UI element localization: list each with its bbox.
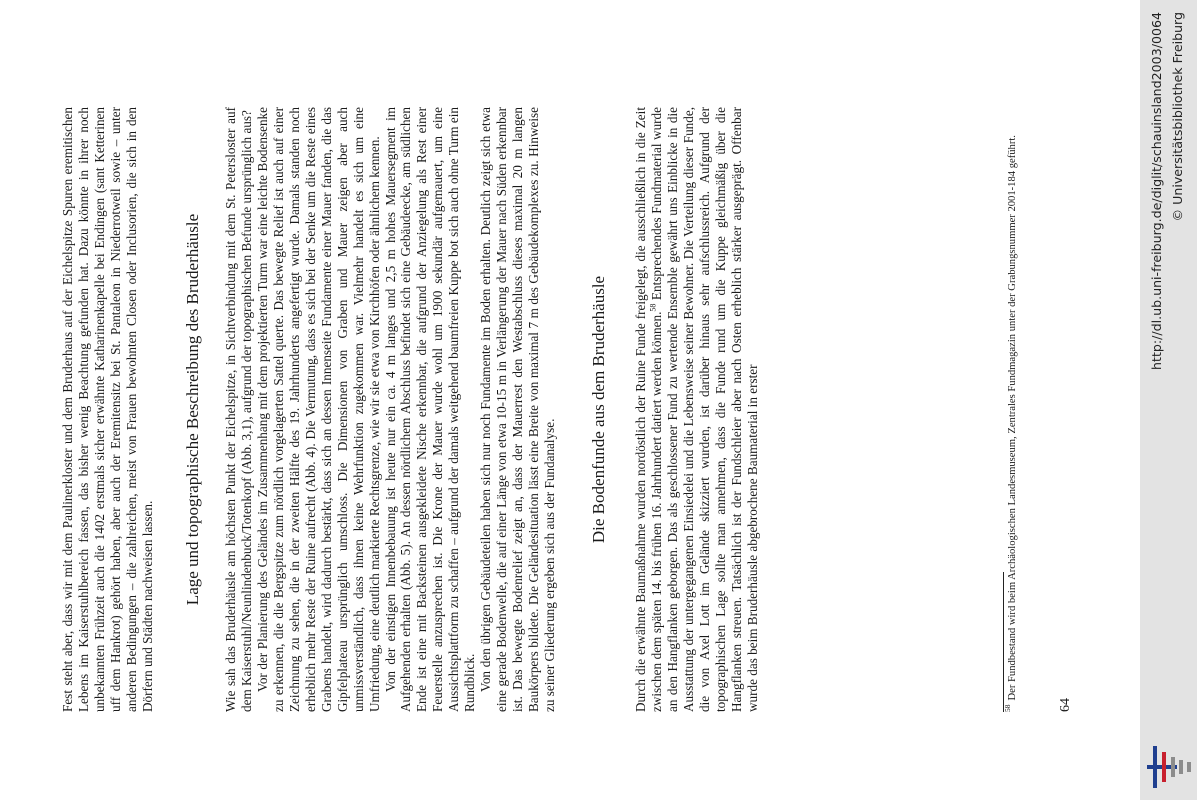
footnote-text: Der Fundbestand wird beim Archäologischen Landesmuseum, Zentrales Fundmagazin unter der Grabungsnummer 2001-184 geführt. bbox=[1007, 135, 1018, 701]
source-url-link[interactable]: http://dl.ub.uni-freiburg.de/diglit/schauinsland2003/0064 bbox=[1149, 12, 1164, 370]
logo-bar-grey-1 bbox=[1171, 757, 1175, 777]
paragraph-lage-1: Wie sah das Bruderhäusle am höchsten Punkt der Eichelspitze, in Sichtverbindung mit dem St. Petersloster auf dem Kaiserstuhl/Neunlindenbuck/Totenkopf (Abb. 3,1), aufgrund der topographischen Befunde ursprünglich aus? bbox=[223, 107, 255, 712]
footnote bbox=[1003, 107, 1019, 712]
paragraph-lage-4: Von den übrigen Gebäudeteilen haben sich nur noch Fundamente im Boden erhalten. Deutlich zeigt sich etwa eine gerade Bodenwelle, die auf einer Länge von etwa 10-15 m in Verlängerung der Mauer nach Süden erkennbar ist. Das bewegte Bodenrelief zeigt an, dass der Mauerrest den Westabschluss dieses maximal 20 m langen Baukörpers bildete. Die Geländesituation lässt eine Breite von maximal 7 m des Gebäudekomplexes zu. Hinweise zu seiner Gliederung ergeben sich aus der Fundanalyse. bbox=[477, 107, 557, 712]
paragraph-funde bbox=[633, 107, 760, 712]
paragraph-funde-part-1: Durch die erwähnte Baumaßnahme wurden nordöstlich der Ruine Funde freigelegt, die ausschließlich in die Zeit zwischen dem späten 14. bis frühen 16. Jahrhundert datiert werden können. bbox=[633, 107, 665, 712]
footnote-number: 58 bbox=[1003, 704, 1013, 712]
paragraph-intro: Fest steht aber, dass wir mit dem Paulinerkloster und dem Bruderhaus auf der Eichelspitze Spuren eremitischen Lebens im Kaiserstuhlbereich fassen, das bisher wenig Beachtung gefunden hat. Dazu könnte in ihrer noch unbekannten Frühzeit auch die 1402 erstmals sicher erwähnte Katharinenkapelle bei Endingen (sant Ketterinen uff dem Hankrot) gehört haben, aber auch der Eremitensitz bei St. Pantaleon in Niederrotweil sowie – unter anderen Bedingungen – die zahlreichen, meist von Frauen bewohnten Closen oder Inclusorien, die sich in den Dörfern und Städten nachweisen lassen. bbox=[60, 107, 155, 712]
copyright-notice: © Universitätsbibliothek Freiburg bbox=[1170, 12, 1185, 222]
paragraph-funde-part-2: Entsprechendes Fundmaterial wurde an den Hangflanken geborgen. Das als geschlossener Fund zu wertende Ensemble gewährt uns Einblicke in die Ausstattung der untergegangenen Einsiedelei und die Lebensweise seiner Bewohner. Die Verteilung dieser Funde, die von Axel Lott im Gelände skizziert wurden, ist darüber hinaus sehr aufschlussreich. Aufgrund der topographischen Lage sollte man annehmen, dass die Funde rund um die Kuppe gleichmäßig über die Hangflanken streuen. Tatsächlich ist der Fundschleier aber nach Osten erheblich stärker ausgeprägt. Offenbar wurde das beim Bruderhäusle abgebrochene Baumaterial in erster bbox=[649, 106, 760, 712]
heading-funde: Die Bodenfunde aus dem Bruderhäusle bbox=[589, 275, 609, 544]
university-library-logo-icon bbox=[1147, 744, 1195, 790]
page-number: 64 bbox=[1058, 698, 1073, 712]
paragraph-lage-2: Vor der Planierung des Geländes im Zusammenhang mit dem projektierten Turm war eine leichte Bodensenke zu erkennen, die die Bergspitze zum nördlich vorgelagerten Sattel querte. Das bewegte Relief ist auch auf einer Zeichnung zu sehen, die in der zweiten Hälfte des 19. Jahrhunderts angefertigt wurde. Damals standen noch erheblich mehr Reste der Ruine aufrecht (Abb. 4). Die Vermutung, dass es sich bei der Senke um die Reste eines Grabens handelt, wird dadurch bestärkt, dass sich an dessen Innenseite Fundamente einer Mauer fanden, die das Gipfelplateau ursprünglich umschloss. Die Dimensionen von Graben und Mauer zeigen aber auch unmissverständlich, dass ihnen keine Wehrfunktion zugekommen war. Vielmehr handelt es sich um eine Umfriedung, eine deutlich markierte Rechtsgrenze, wie wir sie etwa von Kirchhöfen oder ähnlichem kennen. bbox=[255, 107, 382, 712]
library-sidebar-text bbox=[1146, 12, 1188, 792]
logo-bar-grey-3 bbox=[1187, 762, 1191, 772]
footnote-divider bbox=[1003, 572, 1004, 712]
paragraph-lage-3: Von der einstigen Innenbebauung ist heute nur ein ca. 4 m langes und 2,5 m hohes Mauersegment im Aufgehenden erhalten (Abb. 5). An dessen nördlichem Abschluss befindet sich eine Gebäudeecke, am südlichen Ende ist eine mit Backsteinen ausgekleidete Nische erkennbar, die aufgrund der Anziegelung als Rest einer Feuerstelle anzusprechen ist. Die Krone der Mauer wurde wohl um 1900 sekundär aufgemauert, um eine Aussichtsplattform zu schaffen – aufgrund der damals weitgehend baumfreien Kuppe bot sich auch ohne Turm ein Rundblick. bbox=[382, 107, 478, 712]
heading-lage: Lage und topographische Beschreibung des Bruderhäusle bbox=[183, 213, 203, 606]
footnote-reference[interactable]: 58 bbox=[648, 303, 658, 312]
page-body bbox=[60, 107, 761, 712]
logo-bar-red bbox=[1162, 752, 1166, 782]
logo-bar-grey-2 bbox=[1179, 760, 1183, 774]
